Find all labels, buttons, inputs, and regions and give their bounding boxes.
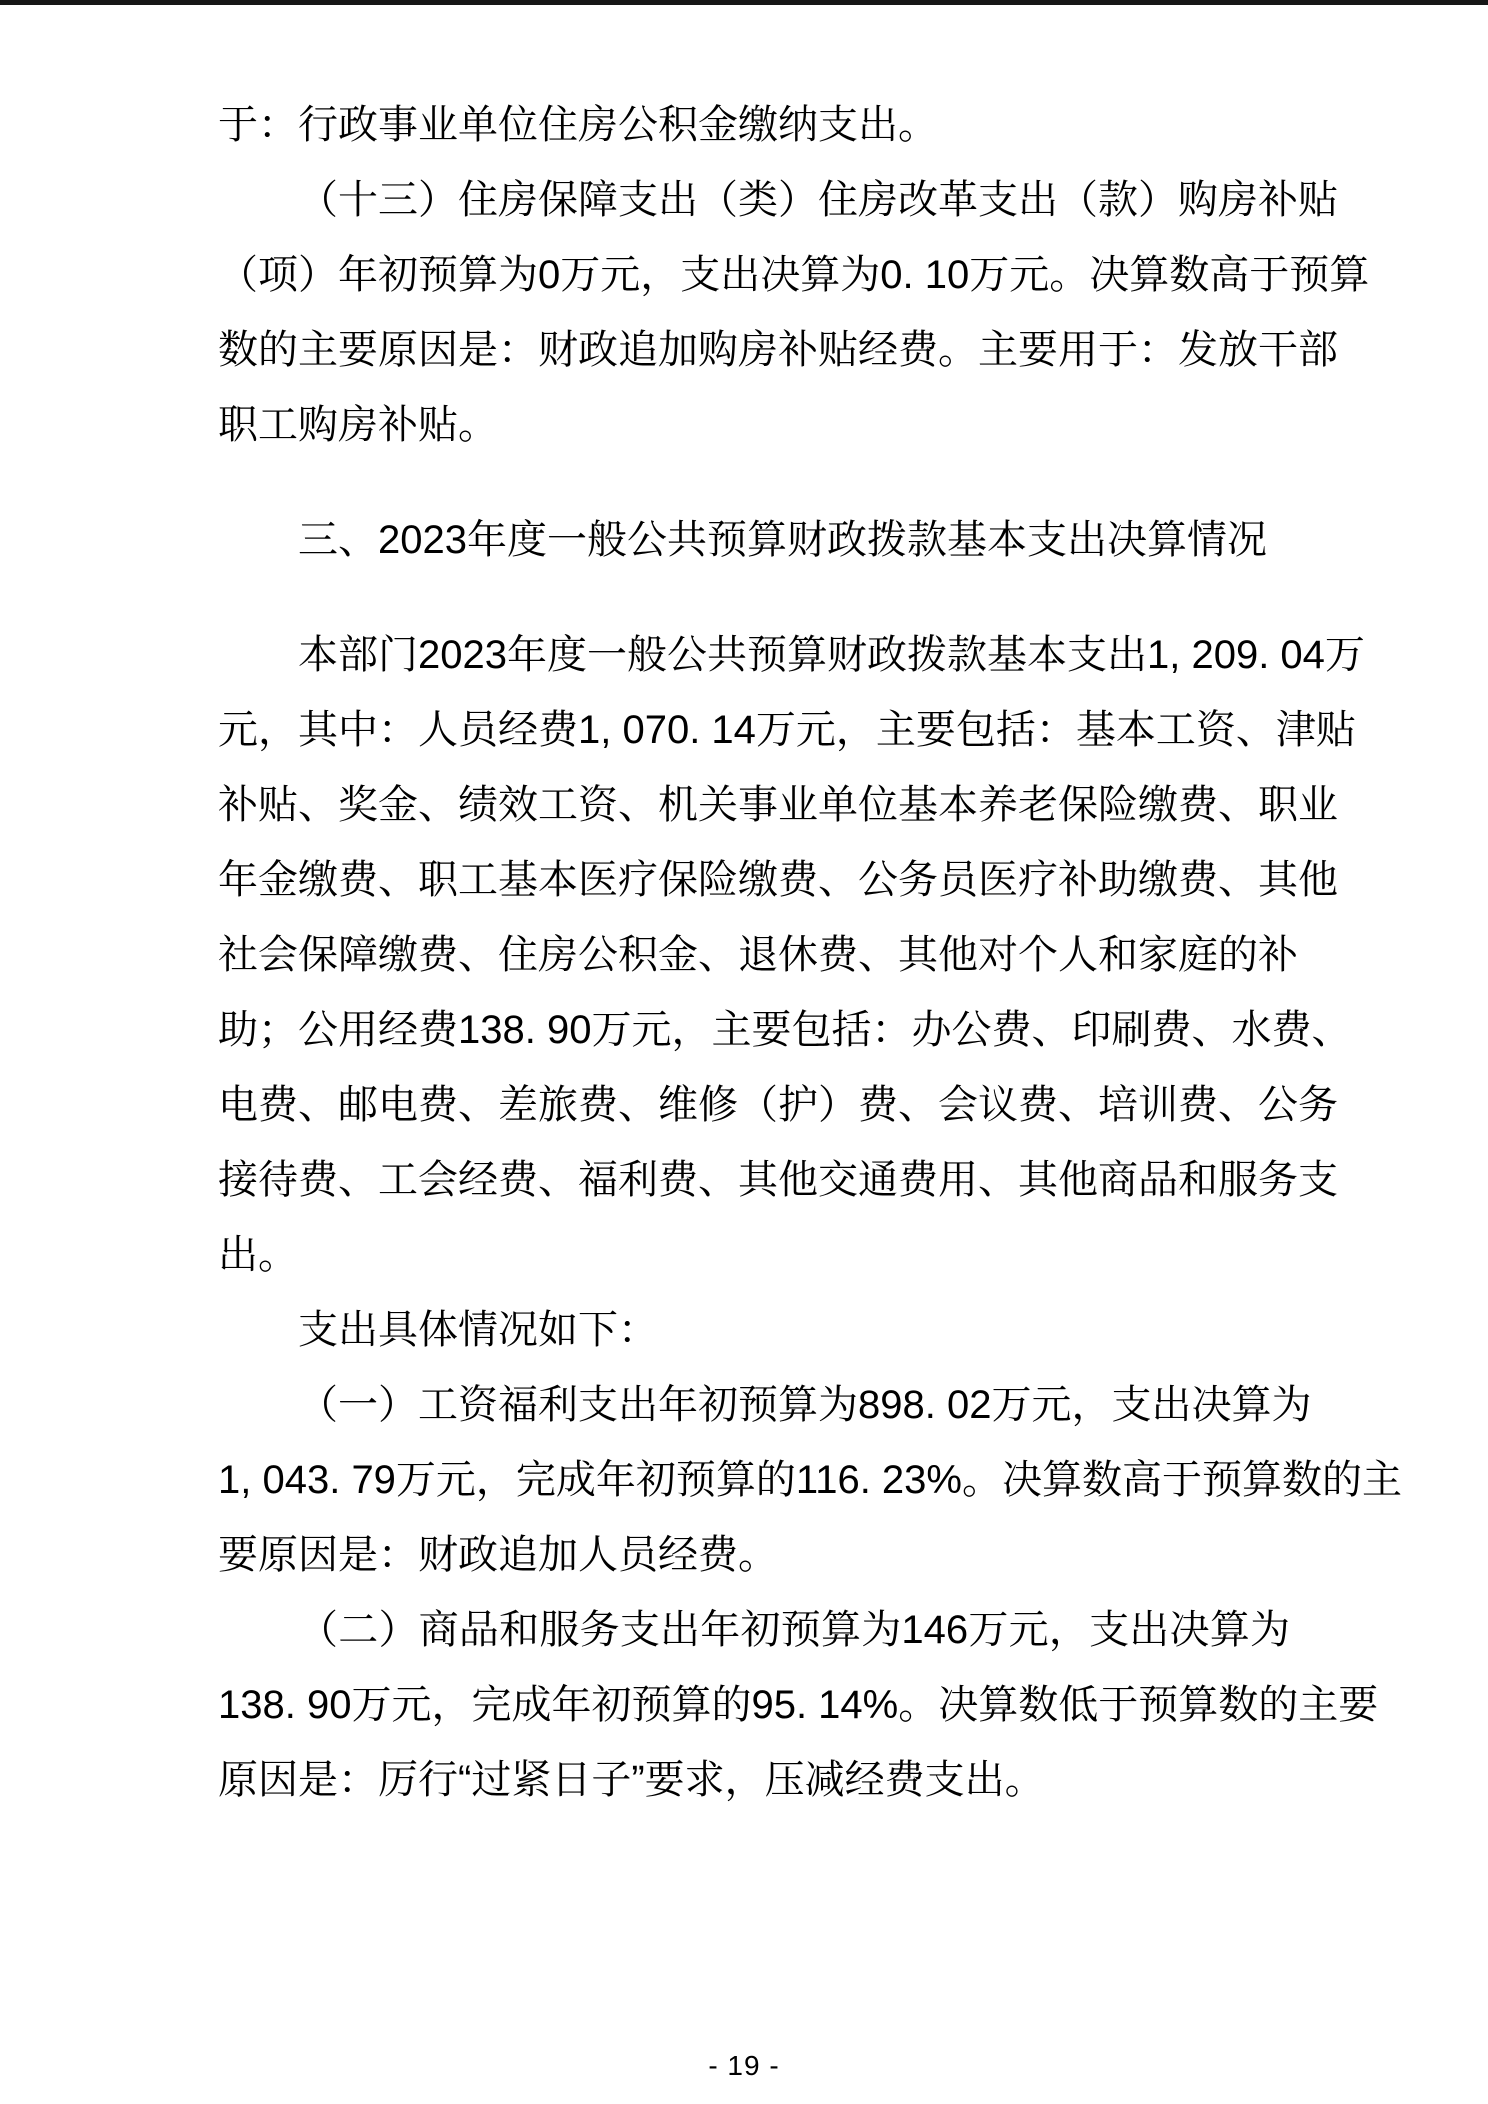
text-line: 社会保障缴费、住房公积金、退休费、其他对个人和家庭的补 <box>218 933 1298 977</box>
document-body <box>218 88 1402 1818</box>
text-line: 元，其中：人员经费1, 070. 14万元，主要包括：基本工资、津贴 <box>218 708 1356 752</box>
scan-top-edge <box>0 0 1488 5</box>
paragraph <box>218 1593 1379 1818</box>
text-line: 数的主要原因是：财政追加购房补贴经费。主要用于：发放干部 <box>218 328 1338 372</box>
text-line: （项）年初预算为0万元，支出决算为0. 10万元。决算数高于预算 <box>218 253 1370 297</box>
text-line: 支出具体情况如下： <box>298 1308 658 1352</box>
text-line: 年金缴费、职工基本医疗保险缴费、公务员医疗补助缴费、其他 <box>218 858 1338 902</box>
paragraph <box>218 1293 1290 1368</box>
paragraph <box>218 88 1290 163</box>
text-line: 接待费、工会经费、福利费、其他交通费用、其他商品和服务支 <box>218 1158 1338 1202</box>
text-line: 原因是：厉行“过紧日子”要求，压减经费支出。 <box>218 1758 1045 1802</box>
text-line: （二）商品和服务支出年初预算为146万元，支出决算为 <box>298 1608 1290 1652</box>
text-line: 1, 043. 79万元，完成年初预算的116. 23%。决算数高于预算数的主 <box>218 1458 1402 1502</box>
text-line: （十三）住房保障支出（类）住房改革支出（款）购房补贴 <box>298 178 1338 222</box>
text-line: 要原因是：财政追加人员经费。 <box>218 1533 778 1577</box>
text-line: 于：行政事业单位住房公积金缴纳支出。 <box>218 103 938 147</box>
text-line: 职工购房补贴。 <box>218 403 498 447</box>
text-line: （一）工资福利支出年初预算为898. 02万元，支出决算为 <box>298 1383 1312 1427</box>
paragraph <box>218 618 1365 1293</box>
page-number: - 19 - <box>708 2050 780 2081</box>
text-line: 本部门2023年度一般公共预算财政拨款基本支出1, 209. 04万 <box>298 633 1365 677</box>
text-line: 138. 90万元，完成年初预算的95. 14%。决算数低于预算数的主要 <box>218 1683 1379 1727</box>
text-line: 出。 <box>218 1233 298 1277</box>
paragraph <box>218 163 1370 463</box>
text-line: 助；公用经费138. 90万元，主要包括：办公费、印刷费、水费、 <box>218 1008 1352 1052</box>
text-line: 电费、邮电费、差旅费、维修（护）费、会议费、培训费、公务 <box>218 1083 1338 1127</box>
text-line: 三、2023年度一般公共预算财政拨款基本支出决算情况 <box>298 518 1267 562</box>
text-line: 补贴、奖金、绩效工资、机关事业单位基本养老保险缴费、职业 <box>218 783 1338 827</box>
section-heading <box>218 503 1290 578</box>
paragraph <box>218 1368 1402 1593</box>
